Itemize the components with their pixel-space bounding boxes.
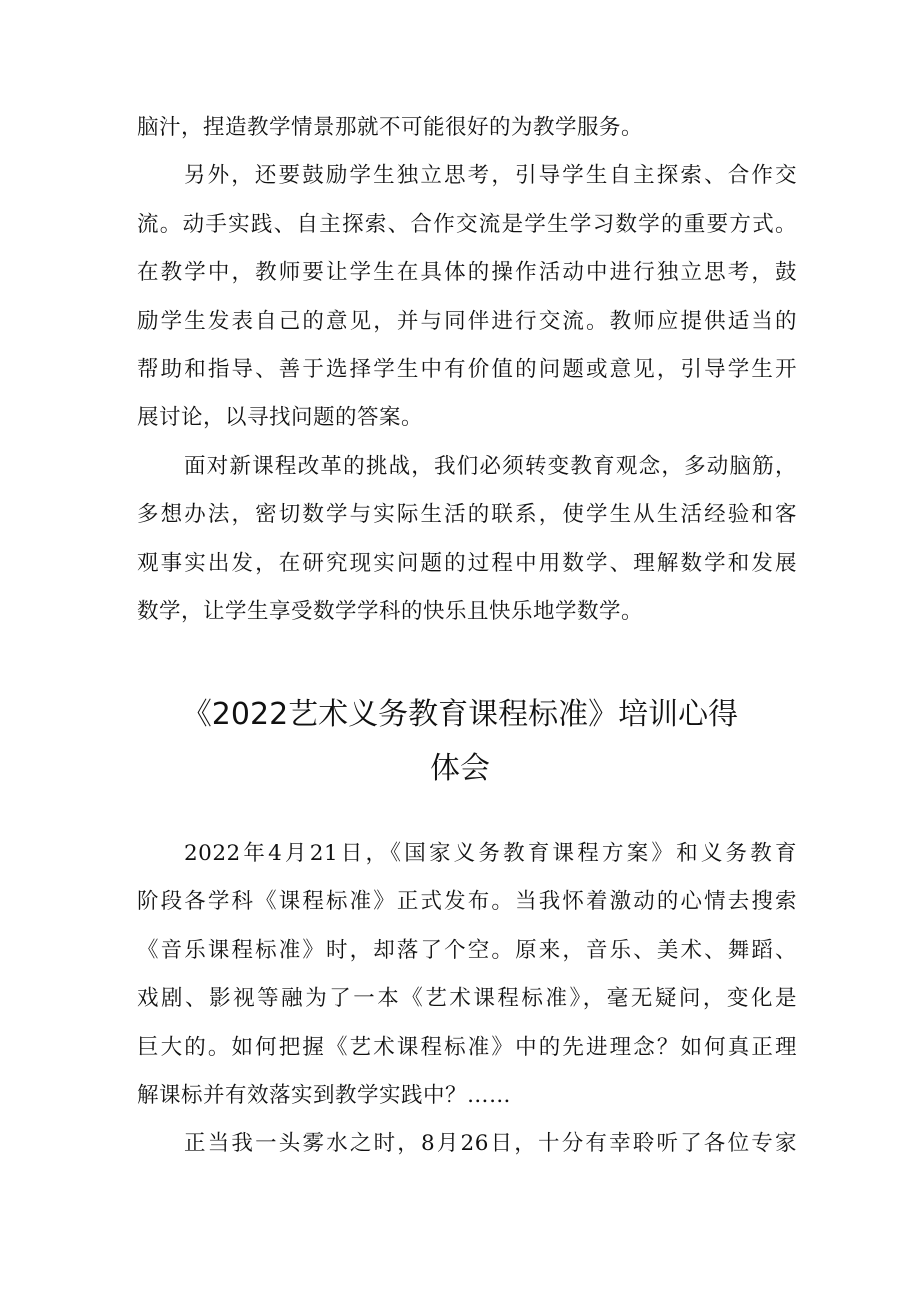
paragraph-line: 戏剧、影视等融为了一本《艺术课程标准》，毫无疑问，变化是 bbox=[137, 986, 797, 1012]
paragraph-line: 励学生发表自己的意见，并与同伴进行交流。教师应提供适当的 bbox=[137, 308, 797, 334]
paragraph-line: 阶段各学科《课程标准》正式发布。当我怀着激动的心情去搜索 bbox=[137, 889, 797, 915]
paragraph-line: 在教学中，教师要让学生在具体的操作活动中进行独立思考，鼓 bbox=[137, 260, 797, 286]
paragraph-line: 解课标并有效落实到教学实践中？…… bbox=[137, 1082, 512, 1108]
paragraph-line: 面对新课程改革的挑战，我们必须转变教育观念，多动脑筋， bbox=[184, 453, 797, 479]
paragraph-line: 观事实出发，在研究现实问题的过程中用数学、理解数学和发展 bbox=[137, 550, 797, 576]
section-heading bbox=[80, 688, 840, 796]
paragraph-line: 《音乐课程标准》时，却落了个空。原来，音乐、美术、舞蹈、 bbox=[137, 937, 797, 963]
paragraph-line: 正当我一头雾水之时，8月26日，十分有幸聆听了各位专家 bbox=[184, 1131, 797, 1157]
paragraph-line: 脑汁，捏造教学情景那就不可能很好的为教学服务。 bbox=[137, 115, 644, 140]
paragraph-line: 多想办法，密切数学与实际生活的联系，使学生从生活经验和客 bbox=[137, 502, 797, 528]
heading-line-2: 体会 bbox=[430, 751, 490, 786]
body-text-top bbox=[137, 110, 797, 642]
paragraph-line: 数学，让学生享受数学学科的快乐且快乐地学数学。 bbox=[137, 598, 644, 624]
paragraph-line: 另外，还要鼓励学生独立思考，引导学生自主探索、合作交 bbox=[184, 163, 797, 189]
body-text-bottom bbox=[137, 836, 797, 1175]
paragraph-line: 展讨论，以寻找问题的答案。 bbox=[137, 405, 424, 431]
paragraph-line: 巨大的。如何把握《艺术课程标准》中的先进理念？如何真正理 bbox=[137, 1034, 797, 1060]
paragraph-line: 流。动手实践、自主探索、合作交流是学生学习数学的重要方式。 bbox=[137, 211, 797, 237]
heading-line-1: 《2022艺术义务教育课程标准》培训心得 bbox=[181, 697, 739, 732]
paragraph-line: 2022年4月21日，《国家义务教育课程方案》和义务教育 bbox=[184, 841, 797, 866]
paragraph-line: 帮助和指导、善于选择学生中有价值的问题或意见，引导学生开 bbox=[137, 356, 797, 382]
